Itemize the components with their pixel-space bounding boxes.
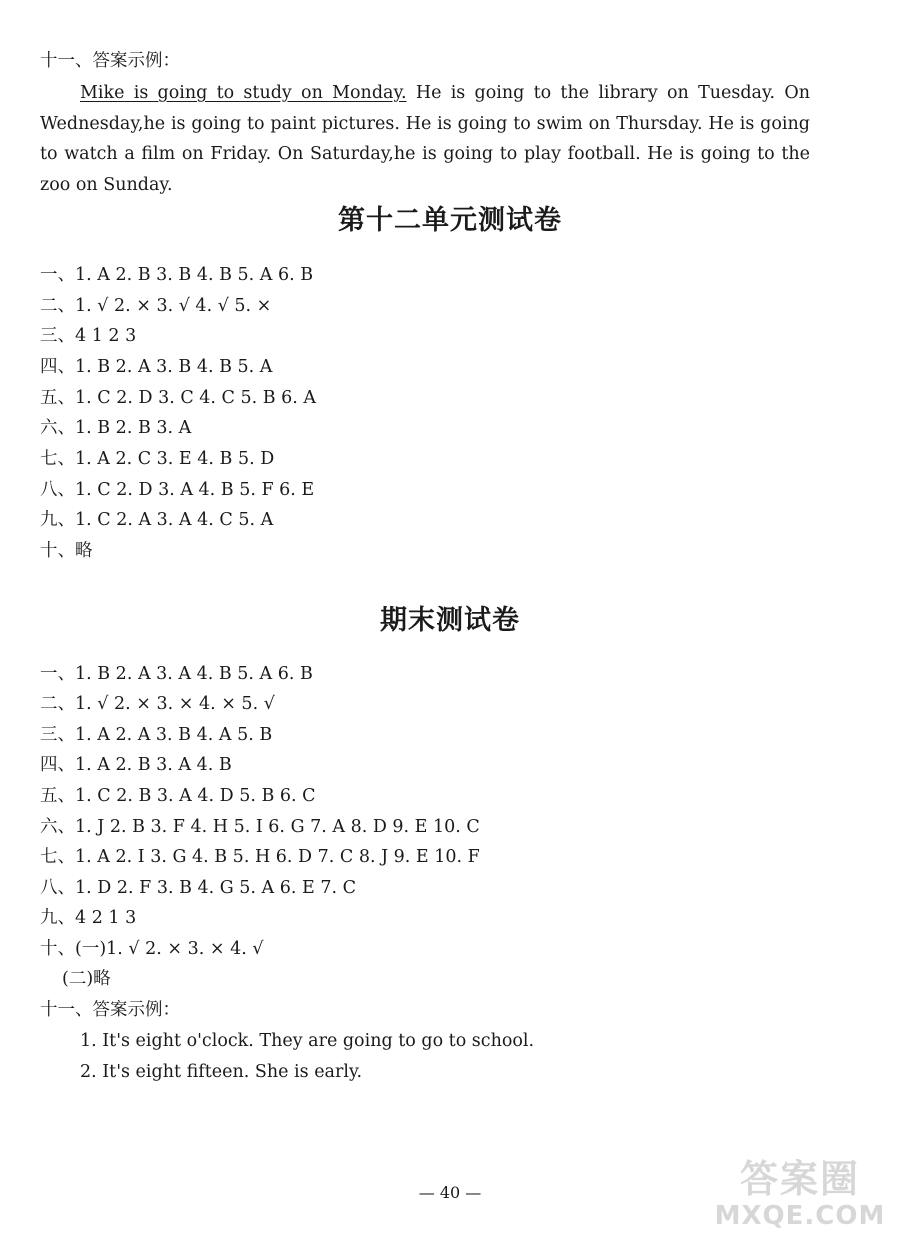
final-example-line: 2. It's eight fifteen. She is early. [80, 1062, 363, 1082]
unit12-answer-line: 七、1. A 2. C 3. E 4. B 5. D [40, 449, 275, 469]
unit12-answer-line: 二、1. √ 2. × 3. √ 4. √ 5. × [40, 296, 272, 316]
intro-underlined-sentence: Mike is going to study on Monday. [80, 83, 407, 103]
final-example-line: 1. It's eight o'clock. They are going to go to school. [80, 1031, 535, 1051]
final-sub-line: (二)略 [62, 969, 111, 989]
unit12-answer-line: 九、1. C 2. A 3. A 4. C 5. A [40, 510, 274, 530]
intro-paragraph [40, 78, 810, 200]
final-answer-line: 三、1. A 2. A 3. B 4. A 5. B [40, 725, 273, 745]
final-answer-line: 五、1. C 2. B 3. A 4. D 5. B 6. C [40, 786, 316, 806]
intro-rest-text: He is going to the library on Tuesday. On Wednesday,he is going to paint pictures. He is going to swim on Thursday. He is going to watch a film on Friday. On Saturday,he is going to play football. He is going to the zoo on Sunday. [40, 83, 810, 195]
intro-label: 十一、答案示例： [40, 51, 180, 71]
final-answer-line: 一、1. B 2. A 3. A 4. B 5. A 6. B [40, 664, 313, 684]
watermark-logo [710, 1157, 890, 1237]
final-example-label: 十一、答案示例： [40, 1000, 180, 1020]
page-number: — 40 — [418, 1183, 482, 1202]
unit12-answer-line: 五、1. C 2. D 3. C 4. C 5. B 6. A [40, 388, 317, 408]
final-answer-line: 六、1. J 2. B 3. F 4. H 5. I 6. G 7. A 8. D 9. E 10. C [40, 817, 480, 837]
unit12-answer-line: 八、1. C 2. D 3. A 4. B 5. F 6. E [40, 480, 315, 500]
final-answer-line: 十、(一)1. √ 2. × 3. × 4. √ [40, 939, 264, 959]
final-answer-line: 七、1. A 2. I 3. G 4. B 5. H 6. D 7. C 8. J 9. E 10. F [40, 847, 480, 867]
final-answer-line: 八、1. D 2. F 3. B 4. G 5. A 6. E 7. C [40, 878, 357, 898]
final-title: 期末测试卷 [380, 605, 520, 636]
watermark-bottom-text: MXQE.COM [714, 1201, 886, 1231]
watermark-top-text: 答案圈 [739, 1157, 860, 1201]
unit12-title: 第十二单元测试卷 [338, 205, 562, 236]
final-answer-line: 九、4 2 1 3 [40, 908, 137, 928]
final-answer-line: 二、1. √ 2. × 3. × 4. × 5. √ [40, 694, 275, 714]
unit12-answer-line: 三、4 1 2 3 [40, 326, 137, 346]
unit12-answer-line: 十、略 [40, 541, 93, 561]
unit12-answer-line: 四、1. B 2. A 3. B 4. B 5. A [40, 357, 273, 377]
unit12-answer-line: 一、1. A 2. B 3. B 4. B 5. A 6. B [40, 265, 314, 285]
final-answer-line: 四、1. A 2. B 3. A 4. B [40, 755, 232, 775]
unit12-answer-line: 六、1. B 2. B 3. A [40, 418, 192, 438]
